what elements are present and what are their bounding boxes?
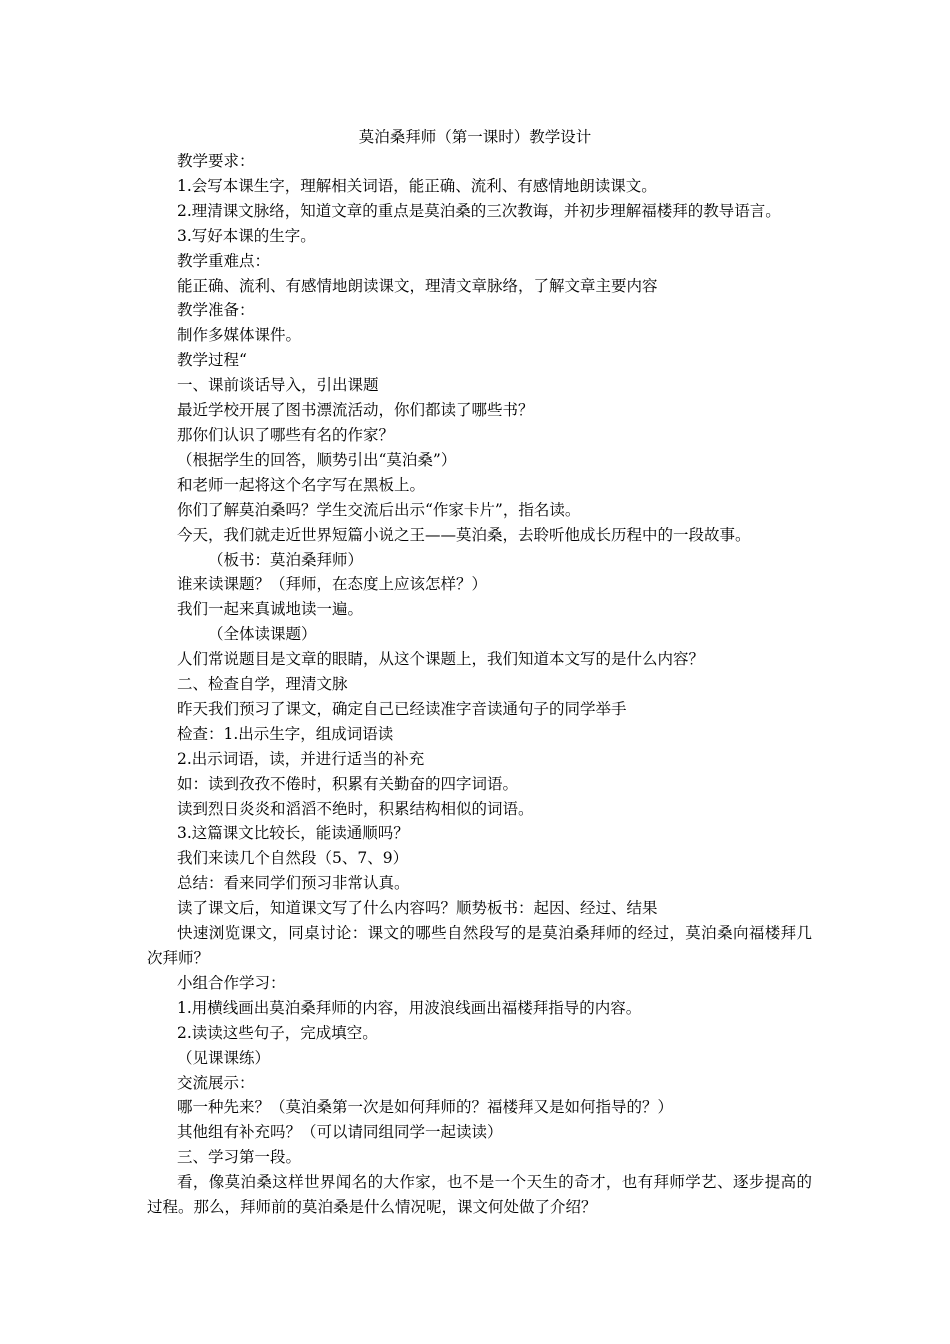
text-line: 1.会写本课生字，理解相关词语，能正确、流利、有感情地朗读课文。 (177, 176, 657, 195)
text-line: 其他组有补充吗？（可以请同组同学一起读读） (177, 1123, 503, 1142)
text-line: （见课课练） (177, 1048, 271, 1067)
section-heading: 一、课前谈话导入，引出课题 (177, 376, 379, 395)
text-line: 2.理清课文脉络，知道文章的重点是莫泊桑的三次教诲，并初步理解福楼拜的教导语言。 (177, 201, 781, 220)
text-line: 3.这篇课文比较长，能读通顺吗？ (177, 824, 409, 843)
text-line: 读到烈日炎炎和滔滔不绝时，积累结构相似的词语。 (177, 799, 534, 818)
text-line: 最近学校开展了图书漂流活动，你们都读了哪些书？ (177, 401, 534, 420)
section-heading: 教学准备： (177, 301, 255, 320)
text-line: 昨天我们预习了课文，确定自己已经读准字音读通句子的同学举手 (177, 699, 627, 718)
text-line: 我们来读几个自然段（5、7、9） (177, 849, 409, 868)
text-line: 我们一起来真诚地读一遍。 (177, 600, 364, 619)
text-paragraph: 快速浏览课文，同桌讨论：课文的哪些自然段写的是莫泊桑拜师的经过，莫泊桑向福楼拜几次拜师？ (147, 924, 812, 967)
text-line: 制作多媒体课件。 (177, 326, 302, 345)
section-heading: 小组合作学习： (177, 973, 286, 992)
text-line: 如：读到孜孜不倦时，积累有关勤奋的四字词语。 (177, 774, 519, 793)
text-line: 2.读读这些句子，完成填空。 (177, 1023, 378, 1042)
text-line: 那你们认识了哪些有名的作家？ (177, 425, 395, 444)
text-line: 检查：1.出示生字，组成词语读 (177, 724, 394, 743)
section-heading: 教学要求： (177, 152, 255, 170)
section-heading: 三、学习第一段。 (177, 1148, 302, 1167)
text-line: 和老师一起将这个名字写在黑板上。 (177, 475, 426, 494)
text-line: 今天，我们就走近世界短篇小说之王——莫泊桑，去聆听他成长历程中的一段故事。 (177, 525, 751, 544)
document-body (147, 149, 812, 1220)
section-heading: 交流展示： (177, 1073, 255, 1092)
text-line: 能正确、流利、有感情地朗读课文，理清文章脉络，了解文章主要内容 (177, 276, 658, 295)
text-line: 总结：看来同学们预习非常认真。 (177, 874, 410, 893)
text-paragraph: 看，像莫泊桑这样世界闻名的大作家，也不是一个天生的奇才，也有拜师学艺、逐步提高的过程。那么，拜师前的莫泊桑是什么情况呢，课文何处做了介绍？ (147, 1173, 812, 1217)
document-title: 莫泊桑拜师（第一课时）教学设计 (358, 128, 592, 146)
text-line: （根据学生的回答，顺势引出“莫泊桑”） (177, 450, 457, 469)
section-heading: 教学重难点： (177, 251, 271, 270)
section-heading: 教学过程“ (177, 351, 247, 370)
text-line: 3.写好本课的生字。 (177, 226, 316, 245)
text-line: 你们了解莫泊桑吗？学生交流后出示“作家卡片”，指名读。 (177, 500, 581, 519)
text-line: 谁来读课题？（拜师，在态度上应该怎样？） (177, 575, 488, 594)
text-line: 2.出示词语，读，并进行适当的补充 (177, 749, 425, 768)
text-line: （全体读课题） (208, 625, 317, 644)
text-line: 哪一种先来？（莫泊桑第一次是如何拜师的？福楼拜又是如何指导的？） (177, 1098, 674, 1117)
section-heading: 二、检查自学，理清文脉 (177, 675, 348, 694)
text-line: 读了课文后，知道课文写了什么内容吗？顺势板书：起因、经过、结果 (177, 899, 658, 918)
text-line: 1.用横线画出莫泊桑拜师的内容，用波浪线画出福楼拜指导的内容。 (177, 998, 642, 1017)
text-line: 人们常说题目是文章的眼睛，从这个课题上，我们知道本文写的是什么内容？ (177, 650, 705, 669)
text-line: （板书：莫泊桑拜师） (208, 550, 364, 569)
